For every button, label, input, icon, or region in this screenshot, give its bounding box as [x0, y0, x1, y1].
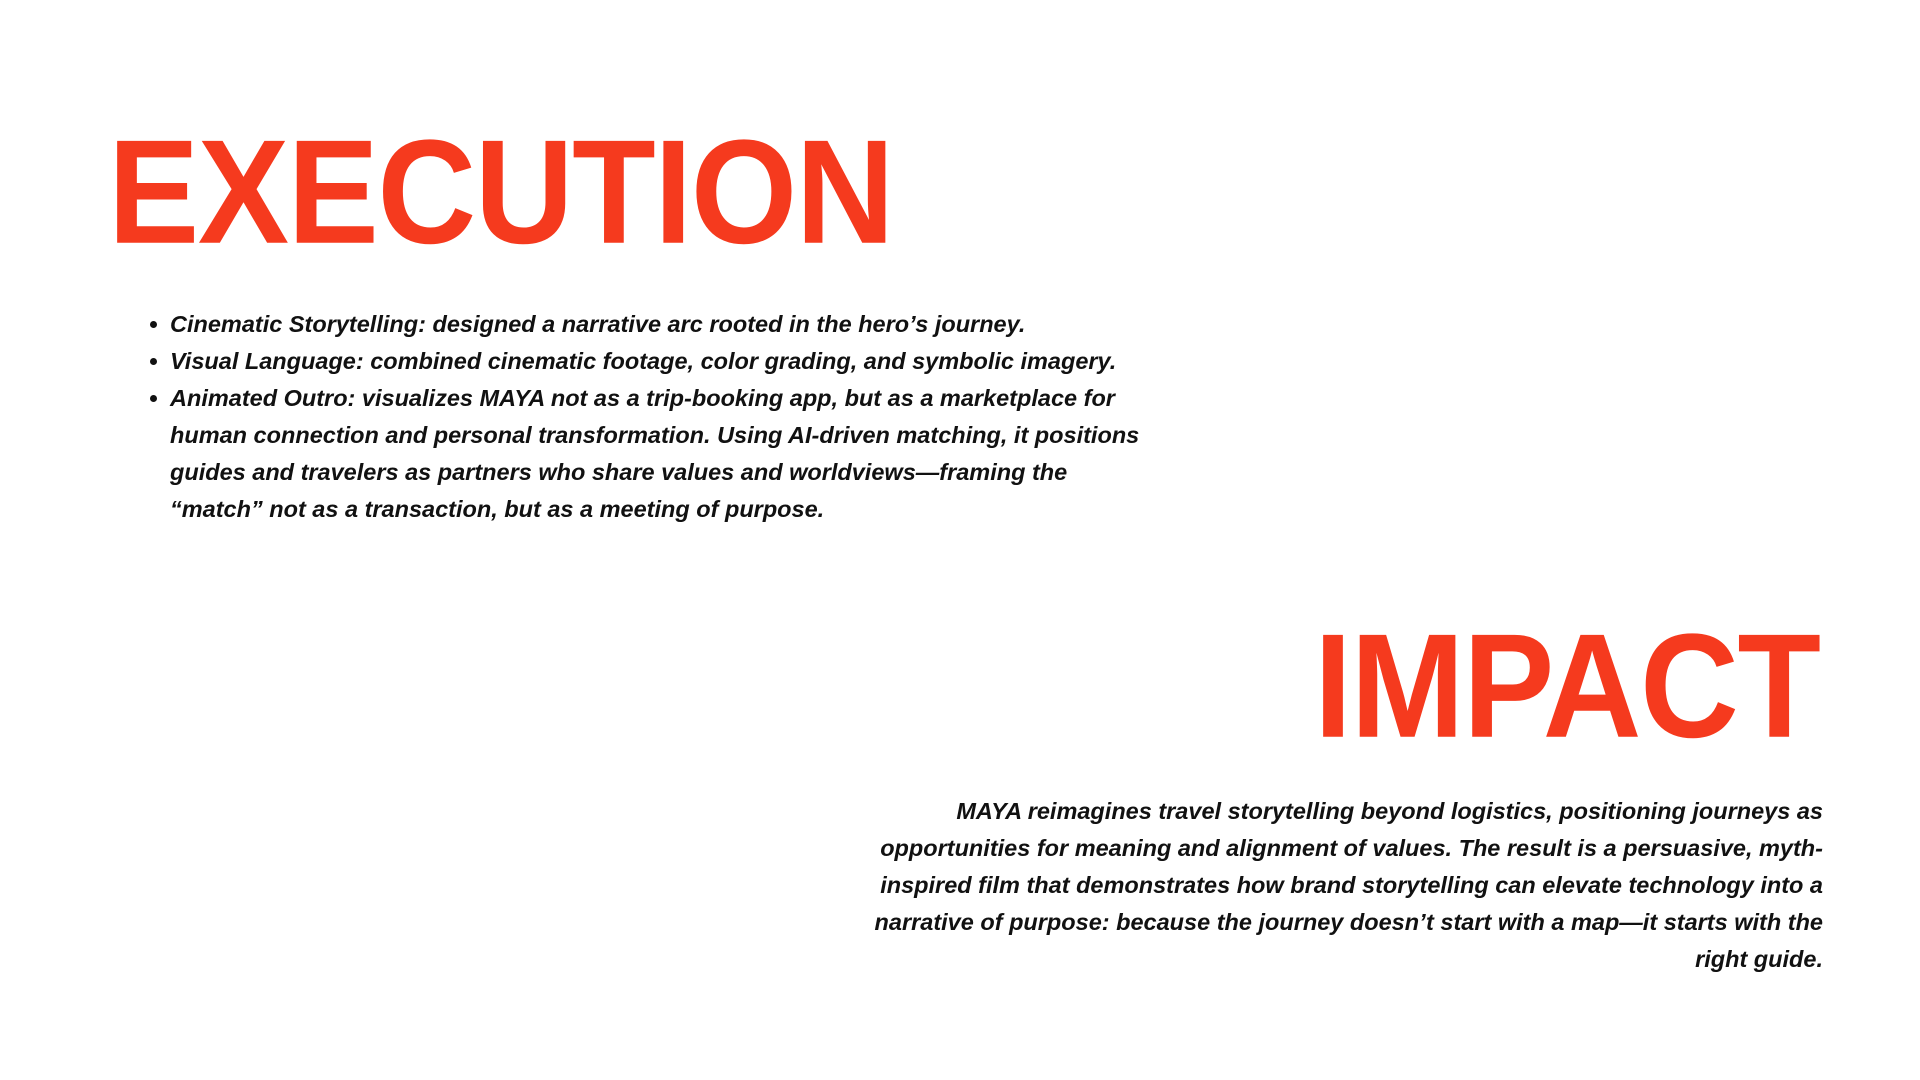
execution-bullet-list [122, 306, 1150, 528]
bullet-icon [150, 395, 157, 402]
list-item [150, 343, 1150, 380]
list-item [150, 380, 1150, 528]
impact-heading: IMPACT [1314, 603, 1820, 769]
impact-paragraph: MAYA reimagines travel storytelling beyond logistics, positioning journeys as opportunities for meaning and alignment of values. The result is a persuasive, myth-inspired film that demonstrates how brand storytelling can elevate technology into a narrative of purpose: because the journey doesn’t start with a map—it starts with the right guide. [874, 798, 1823, 972]
bullet-text-storytelling: Cinematic Storytelling: designed a narrative arc rooted in the hero’s journey. [170, 311, 1026, 337]
execution-heading: EXECUTION [108, 109, 894, 275]
bullet-text-visual-language: Visual Language: combined cinematic footage, color grading, and symbolic imagery. [170, 348, 1117, 374]
list-item [150, 306, 1150, 343]
bullet-text-animated-outro: Animated Outro: visualizes MAYA not as a trip-booking app, but as a marketplace for human connection and personal transformation. Using AI-driven matching, it positions guides and travelers as partners who share values and worldviews—framing the “match” not as a transaction, but as a meeting of purpose. [170, 385, 1140, 522]
bullet-icon [150, 321, 157, 328]
bullet-icon [150, 358, 157, 365]
